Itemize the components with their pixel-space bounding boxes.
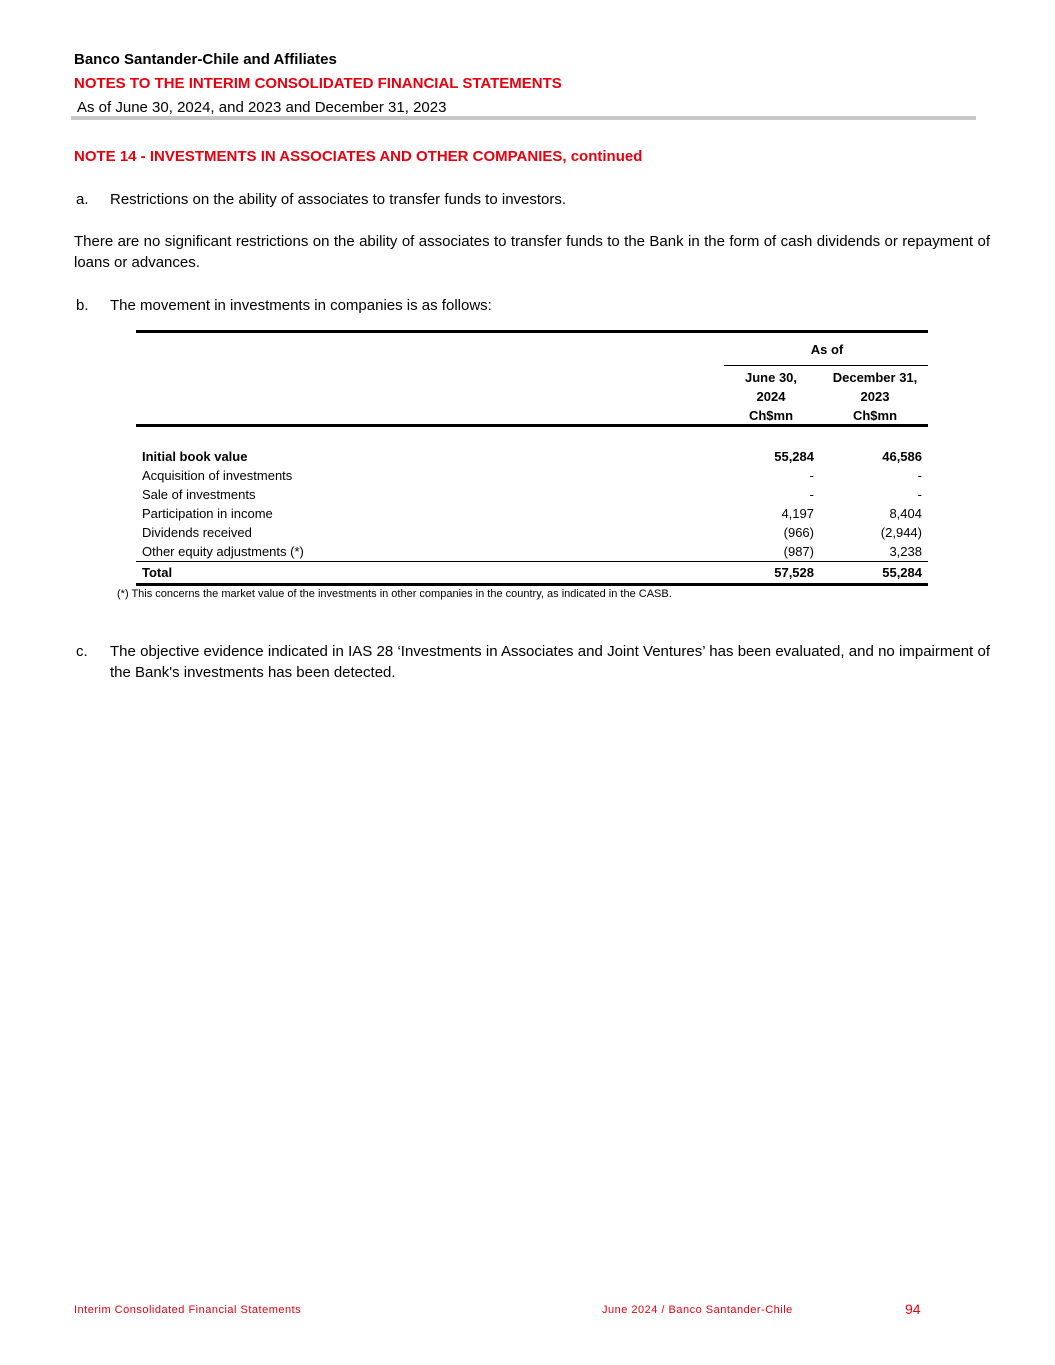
row-label: Acquisition of investments — [142, 468, 293, 483]
header-bottom-rule — [136, 424, 928, 427]
table-row — [136, 466, 928, 485]
item-b — [74, 295, 990, 316]
table-row — [136, 485, 928, 504]
total-label: Total — [142, 565, 173, 580]
table-group-header: As of — [810, 342, 844, 357]
company-name: Banco Santander-Chile and Affiliates — [74, 51, 337, 68]
restrictions-paragraph: There are no significant restrictions on the ability of associates to transfer funds to the Bank in the form of cash dividends or repayment of loans or advances. — [74, 233, 990, 271]
column-header-line: Ch$mn — [748, 408, 794, 423]
item-a-text: Restrictions on the ability of associates to transfer funds to investors. — [110, 191, 567, 208]
table-row — [136, 523, 928, 542]
table-footnote: (*) This concerns the market value of the investments in other companies in the country, as indicated in the CASB. — [117, 588, 672, 600]
column-header-line: 2023 — [860, 389, 890, 404]
row-value-2023: - — [917, 468, 922, 483]
column-header-june-2024 — [721, 368, 821, 425]
row-value-2023: (2,944) — [880, 525, 922, 540]
investments-table — [136, 330, 928, 586]
item-a-marker: a. — [76, 191, 89, 208]
item-b-marker: b. — [76, 297, 89, 314]
column-header-line: December 31, — [832, 370, 918, 385]
row-label: Participation in income — [142, 506, 273, 521]
table-row — [136, 447, 928, 466]
column-header-line: June 30, — [744, 370, 798, 385]
header-rule — [71, 116, 976, 120]
note-title: NOTE 14 - INVESTMENTS IN ASSOCIATES AND OTHER COMPANIES, continued — [74, 148, 643, 165]
row-value-2023: 8,404 — [889, 506, 922, 521]
table-bottom-rule — [136, 583, 928, 586]
row-label: Initial book value — [142, 449, 248, 464]
item-c-text: The objective evidence indicated in IAS 28 ‘Investments in Associates and Joint Ventures’ has been evaluated, and no impairment of the Bank's investments has been detected. — [110, 643, 990, 681]
notes-title: NOTES TO THE INTERIM CONSOLIDATED FINANCIAL STATEMENTS — [74, 75, 562, 92]
page-number: 94 — [905, 1301, 921, 1317]
item-a — [74, 189, 990, 210]
item-c-marker: c. — [76, 643, 88, 660]
item-c — [74, 641, 990, 683]
total-row — [136, 563, 928, 582]
subtotal-rule — [136, 561, 928, 562]
table-row — [136, 504, 928, 523]
footer-period: June 2024 / Banco Santander-Chile — [602, 1304, 793, 1316]
row-label: Other equity adjustments (*) — [142, 544, 304, 559]
column-header-line: 2024 — [756, 389, 786, 404]
row-value-2024: - — [809, 468, 814, 483]
row-value-2024: 55,284 — [774, 449, 814, 464]
total-value-2024: 57,528 — [774, 565, 814, 580]
row-value-2024: (987) — [783, 544, 814, 559]
row-value-2023: 46,586 — [882, 449, 922, 464]
total-value-2023: 55,284 — [882, 565, 922, 580]
period-subtitle: As of June 30, 2024, and 2023 and December 31, 2023 — [77, 99, 447, 116]
table-row — [136, 542, 928, 561]
table-top-rule — [136, 330, 928, 333]
row-value-2023: 3,238 — [889, 544, 922, 559]
item-b-text: The movement in investments in companies is as follows: — [110, 297, 492, 314]
column-header-dec-2023 — [822, 368, 928, 425]
row-value-2023: - — [917, 487, 922, 502]
row-value-2024: (966) — [783, 525, 814, 540]
row-label: Dividends received — [142, 525, 252, 540]
group-header-rule — [724, 365, 928, 366]
footer-document-name: Interim Consolidated Financial Statements — [74, 1304, 302, 1316]
row-value-2024: - — [809, 487, 814, 502]
row-value-2024: 4,197 — [781, 506, 814, 521]
column-header-line: Ch$mn — [852, 408, 898, 423]
row-label: Sale of investments — [142, 487, 256, 502]
